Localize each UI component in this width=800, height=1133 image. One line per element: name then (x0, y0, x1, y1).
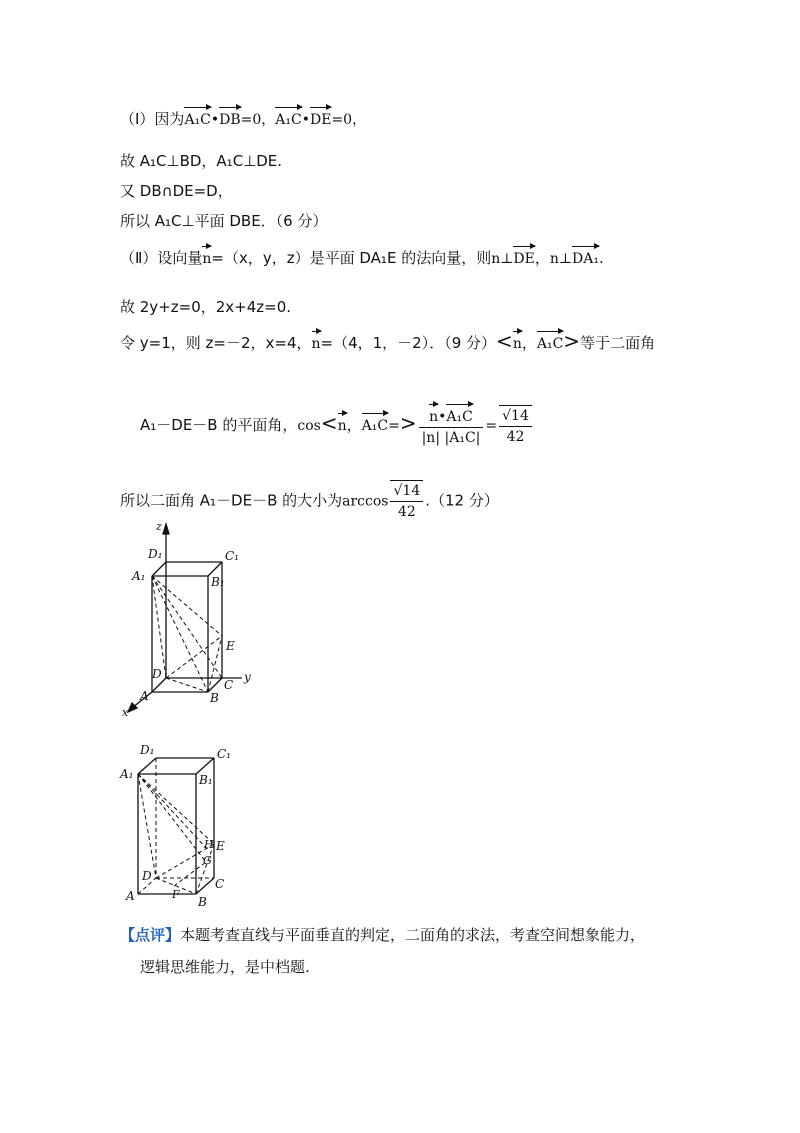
fig1-label: B₁ (211, 575, 225, 589)
line-2: 故 A₁C⊥BD，A₁C⊥DE. (120, 152, 283, 170)
fig2-label: G (203, 854, 212, 867)
equals: = (388, 418, 400, 434)
norm-n: |n| (421, 430, 441, 446)
perp-1: n⊥ (491, 251, 514, 267)
line-6: 故 2y+z=0，2x+4z=0. (120, 298, 292, 316)
comment-text-1: 本题考查直线与平面垂直的判定，二面角的求法，考查空间想象能力， (180, 926, 646, 944)
line-8 (140, 403, 534, 448)
vector-a1c: A₁C (275, 106, 301, 130)
vector-a1c: A₁C (446, 403, 472, 427)
line5-prefix: （Ⅱ）设向量 (120, 249, 203, 267)
line-1 (120, 106, 366, 130)
fig1-label: B (210, 691, 219, 705)
line-7 (120, 330, 655, 354)
angle-open: < (320, 411, 338, 435)
cos-fraction (419, 403, 484, 448)
line8-prefix: A₁－DE－B 的平面角， (140, 416, 298, 434)
vector-n: n (202, 245, 211, 269)
fig1-label: A₁ (132, 569, 146, 583)
line-3: 又 DB∩DE=D， (120, 182, 233, 200)
fig1-label: x (122, 706, 129, 718)
sqrt-14: √14 (499, 405, 532, 427)
vector-db: DB (219, 106, 241, 130)
vector-n: n (338, 412, 347, 436)
fig2-label: H (204, 838, 214, 851)
denominator-42: 42 (397, 504, 416, 520)
fig2-label: B₁ (199, 773, 213, 787)
vector-a1c: A₁C (537, 330, 563, 354)
angle-close: > (563, 329, 581, 353)
vector-n: n (513, 330, 522, 354)
dot-operator: • (210, 112, 220, 128)
fig2-label: E (216, 839, 225, 853)
fig2-label: B (198, 895, 207, 908)
line-9 (120, 480, 499, 522)
line7-prefix: 令 y=1，则 z=－2，x=4， (120, 334, 312, 352)
fig2-label: D (142, 869, 152, 883)
equals-zero: =0， (240, 112, 276, 128)
angle-close: > (399, 411, 417, 435)
fig1-label: E (226, 639, 235, 653)
line5-mid: =（x，y，z）是平面 DA₁E 的法向量，则 (211, 249, 492, 267)
fig2-label: A₁ (120, 767, 134, 781)
vector-a1c: A₁C (362, 412, 388, 436)
fig1-label: y (244, 670, 251, 684)
figure-1-prism (118, 518, 268, 718)
fig1-label: C₁ (225, 549, 239, 563)
answer-fraction (390, 480, 423, 522)
vector-de: DE (310, 106, 331, 130)
fig1-label: D (152, 667, 162, 681)
line-5 (120, 245, 604, 269)
fig1-label: A (140, 689, 149, 703)
vector-n: n (312, 330, 321, 354)
line7-values: =（4，1，－2）．（9 分） (320, 334, 497, 352)
fig1-label: z (156, 520, 162, 533)
fig2-label: C₁ (217, 747, 231, 761)
comment-tag: 【点评】 (120, 926, 181, 944)
vector-a1c: A₁C (184, 106, 210, 130)
line9-prefix: 所以二面角 A₁－DE－B 的大小为 (120, 491, 343, 510)
dot-operator: • (301, 112, 310, 128)
dot-operator: • (438, 409, 447, 425)
fig2-label: C (215, 877, 225, 891)
line1-prefix: （Ⅰ）因为 (120, 110, 185, 128)
fig2-label: A (126, 889, 135, 903)
cos: cos (297, 418, 321, 434)
denominator-42: 42 (506, 428, 525, 445)
equals: = (485, 418, 498, 434)
equals-zero: =0， (331, 112, 367, 128)
figure-2-prism (118, 738, 258, 908)
comma: ， (521, 334, 537, 352)
fig2-label: D₁ (140, 743, 155, 757)
perp-2: n⊥ (549, 251, 573, 267)
vector-de: DE (513, 245, 534, 269)
comma: ， (346, 416, 362, 434)
arccos: arccos (342, 493, 389, 510)
period: . (599, 249, 604, 267)
comment-line-2: 逻辑思维能力，是中档题. (140, 958, 310, 976)
line9-suffix: .（12 分） (425, 491, 499, 510)
norm-a1c: |A₁C| (444, 430, 481, 446)
vector-n: n (429, 403, 438, 427)
line-4: 所以 A₁C⊥平面 DBE．（6 分） (120, 212, 328, 230)
fig1-label: C (224, 678, 234, 692)
comma: ， (534, 249, 550, 267)
sqrt-14: √14 (390, 480, 423, 502)
fig2-label: F (172, 888, 180, 901)
vector-da1: DA₁ (572, 245, 599, 269)
line7-suffix: 等于二面角 (580, 334, 656, 352)
comment-line-1 (120, 925, 645, 945)
fig1-label: D₁ (148, 547, 163, 561)
angle-open: < (496, 329, 513, 353)
result-fraction (499, 405, 532, 447)
